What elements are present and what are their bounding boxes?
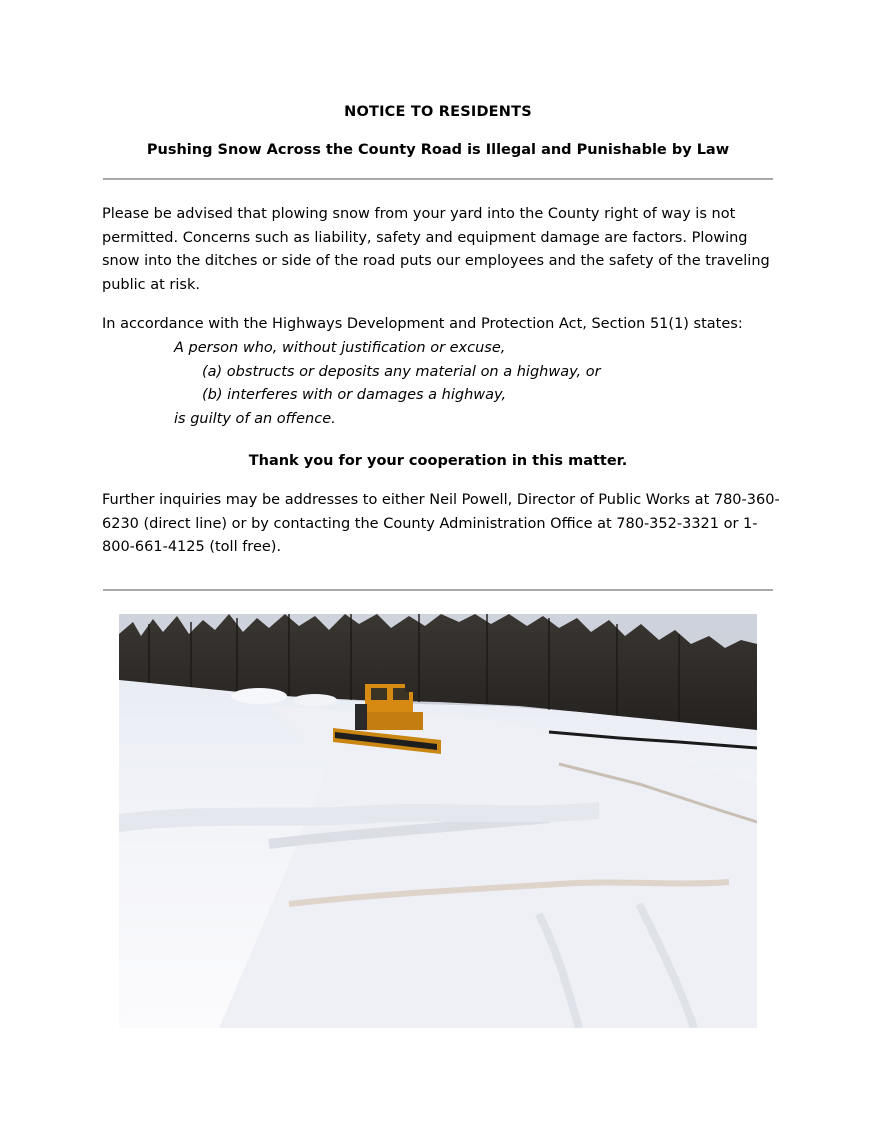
advisory-paragraph: Please be advised that plowing snow from your yard into the County right of way is not permitted. Concerns such as liability, safety and equipment damage are factors. Plowing snow into the ditches or side of the road puts our employees and the safety of the traveling public at risk.: [102, 206, 770, 293]
snow-plow-photo: [119, 614, 757, 1028]
inquiries-paragraph: Further inquiries may be addresses to either Neil Powell, Director of Public Works at 780-360-6230 (direct line) or by contacting the County Administration Office at 780-352-3321 or 1-800-661-4125 (toll free).: [102, 492, 780, 556]
quote-line-1: A person who, without justification or excuse,: [174, 340, 506, 356]
quote-line-2: (a) obstructs or deposits any material on a highway, or: [202, 364, 601, 380]
top-divider: [103, 178, 773, 180]
thank-you-line: Thank you for your cooperation in this matter.: [248, 453, 628, 469]
notice-title: NOTICE TO RESIDENTS: [344, 104, 532, 120]
notice-subtitle: Pushing Snow Across the County Road is Illegal and Punishable by Law: [146, 142, 730, 158]
bottom-divider: [103, 589, 773, 591]
act-intro-paragraph: In accordance with the Highways Development and Protection Act, Section 51(1) states:: [102, 316, 743, 332]
quote-line-4: is guilty of an offence.: [174, 411, 336, 427]
quote-line-3: (b) interferes with or damages a highway,: [202, 387, 507, 403]
